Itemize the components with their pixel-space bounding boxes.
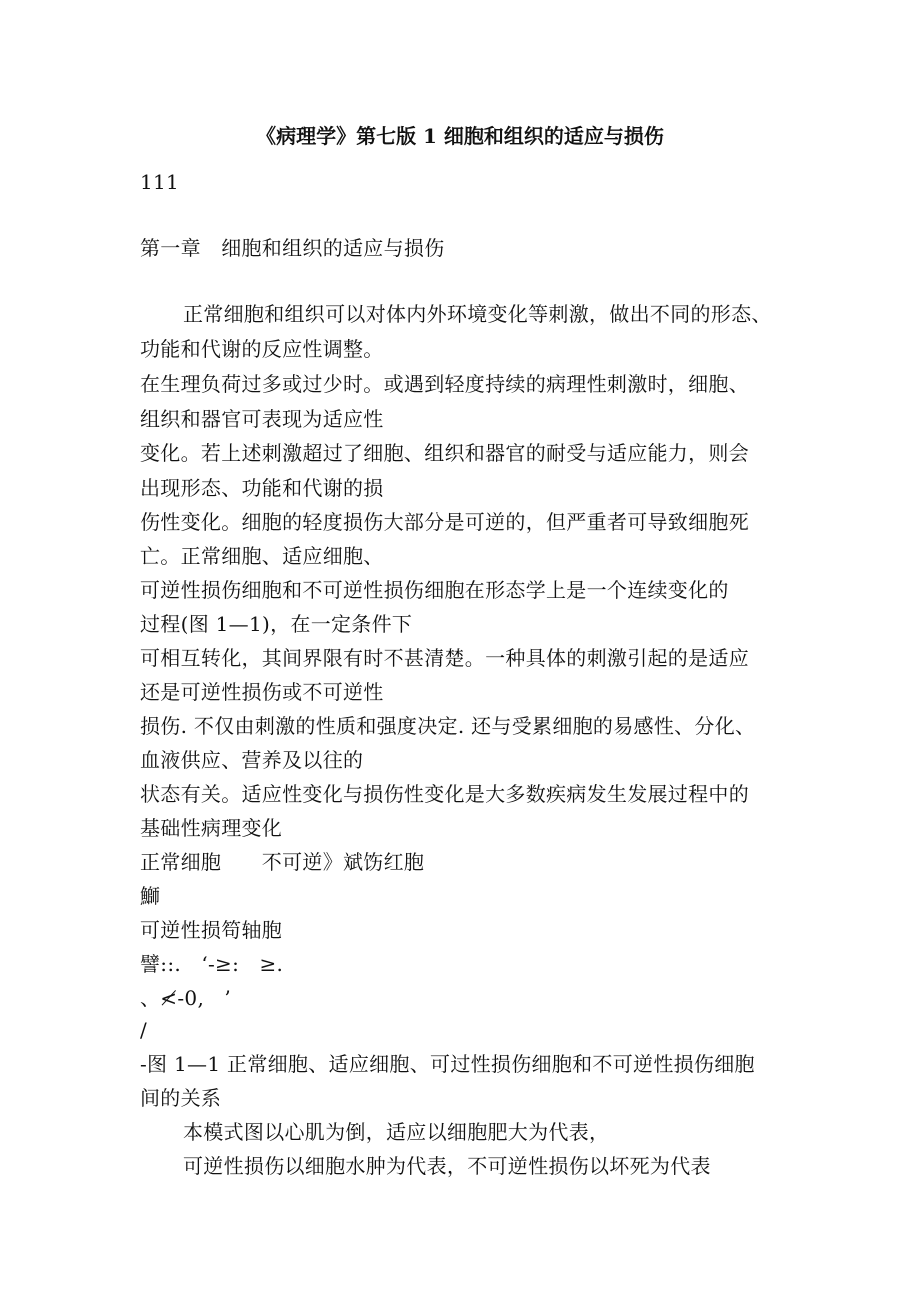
paragraph-line: 血液供应、营养及以往的 (140, 748, 364, 772)
page-number-text: 111 (140, 170, 180, 194)
figure-label-line: / (140, 1018, 148, 1042)
figure-label-line: 、≮-0, ’ (140, 986, 232, 1010)
paragraph-line: 正常细胞和组织可以对体内外环境变化等刺激，做出不同的形态、 (183, 302, 772, 326)
figure-label-line: 可逆性损笱轴胞 (140, 918, 283, 942)
paragraph-line: 出现形态、功能和代谢的损 (140, 476, 384, 500)
figure-note-line: 可逆性损伤以细胞水肿为代表，不可逆性损伤以坏死为代表 (183, 1154, 711, 1178)
paragraph-line: 变化。若上述刺激超过了细胞、组织和器官的耐受与适应能力，则会 (140, 441, 749, 465)
figure-note-line: 本模式图以心肌为倒，适应以细胞肥大为代表， (183, 1120, 610, 1144)
paragraph-line: 在生理负荷过多或过少时。或遇到轻度持续的病理性刺激时，细胞、 (140, 372, 749, 396)
chapter-heading: 第一章 细胞和组织的适应与损伤 (140, 236, 445, 260)
figure-caption-line: 间的关系 (140, 1086, 222, 1110)
paragraph-line: 功能和代谢的反应性调整。 (140, 337, 384, 361)
document-title: 《病理学》第七版 1 细胞和组织的适应与损伤 (256, 124, 664, 148)
paragraph-line: 基础性病理变化 (140, 816, 283, 840)
figure-caption-line: -图 1—1 正常细胞、适应细胞、可过性损伤细胞和不可逆性损伤细胞 (140, 1052, 755, 1076)
paragraph-line: 过程(图 1—1)，在一定条件下 (140, 612, 413, 636)
figure-label-line: 鰤 (140, 884, 161, 908)
figure-label-line: 正常细胞 不可逆》斌饬红胞 (140, 850, 425, 874)
figure-label-line: 譬::. ‘-≥: ≥. (140, 952, 284, 976)
paragraph-line: 可逆性损伤细胞和不可逆性损伤细胞在形态学上是一个连续变化的 (140, 578, 729, 602)
paragraph-line: 可相互转化，其间界限有时不甚清楚。一种具体的刺激引起的是适应 (140, 646, 749, 670)
paragraph-line: 还是可逆性损伤或不可逆性 (140, 680, 384, 704)
paragraph-line: 组织和器官可表现为适应性 (140, 407, 384, 431)
paragraph-line: 状态有关。适应性变化与损伤性变化是大多数疾病发生发展过程中的 (140, 782, 749, 806)
paragraph-line: 损伤. 不仅由刺激的性质和强度决定. 还与受累细胞的易感性、分化、 (140, 714, 756, 738)
paragraph-line: 伤性变化。细胞的轻度损伤大部分是可逆的，但严重者可导致细胞死 (140, 510, 749, 534)
paragraph-line: 亡。正常细胞、适应细胞、 (140, 544, 384, 568)
